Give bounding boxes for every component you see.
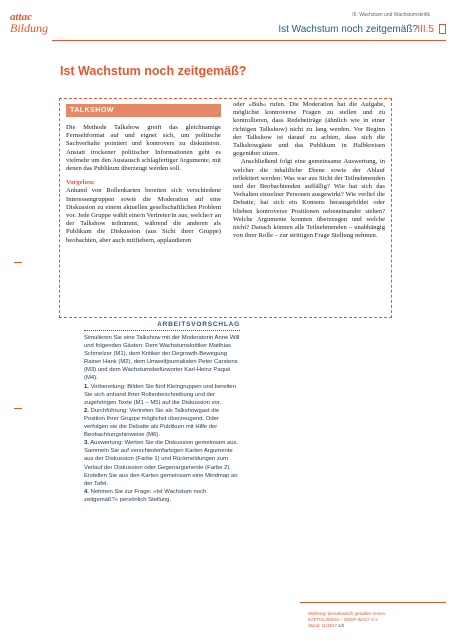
talkshow-heading: TALKSHOW [66,104,221,117]
footer-series-title: KAPITALISMUS – ODER WAS? [308,617,370,622]
footer-publisher: Wellsteig! demokratisch gestalten lernen [308,611,386,616]
margin-mark [14,408,22,409]
step-text: Auswertung: Werten Sie die Diskussion gemeinsam aus. Sammeln Sie auf verschiedenfarbigen Karten Argumente aus der Diskussion (Farbe 1) und Rückmeldungen zum Verlauf der Diskussion oder Gegenargumente (Farbe 2). Erstellen Sie aus den Karten gemeinsam eine Mindmap an der Tafel. [84,440,239,487]
talkshow-right-column [233,101,385,240]
step-item [84,439,240,488]
step-number: 2. [84,407,89,414]
talkshow-left-column [66,124,221,245]
header-rule [52,40,446,41]
step-item [84,407,240,439]
footer-date-line [308,623,428,629]
talkshow-right-paragraph-2: Anschließend folgt eine gemeinsame Auswertung, in welcher die inhaltliche Ebene sowie der Ablauf reflektiert werden: Was war aus Sicht der Teilnehmenden und der Beobachtenden auffällig? Wie hat sich das Verhalten einzelner Personen ausgewirkt? Wie verlief die Debatte, hat sich ein Konsens herausgebildet oder blieben kontroverse Positionen nebeneinander stehen? Welche Argumente konnten überzeugen und welche nicht? Danach können alle Teilnehmenden – unabhängig von ihrer Rolle – zur strittigen Frage Stellung nehmen. [233,158,385,240]
footer-rule [300,602,446,603]
header-title: Ist Wachstum noch zeitgemäß? [278,24,418,35]
attac-logo: attac [10,11,32,23]
arbeitsvorschlag-intro: Simulieren Sie eine Talkshow mit der Moderatorin Anne Will und folgenden Gästen: Dem Wachstumskritiker Matthias Schmelzer (M1), dem Kritiker der Degrowth-Bewegung Rainer Hank (M2), dem Umweltjournalisten Peter Carstens (M3) und dem Wachstumsbefürworter Karl-Heinz Paqué (M4). [84,335,240,382]
talkshow-intro: Die Methode Talkshow greift das gleichnamige Fernsehformat auf und eignet sich, um politische Sachverhalte pointiert und kontrovers zu diskutieren. Anstatt trockener politischer Informationen geht es vielmehr um den Austausch schlagfertiger Argumente, mit denen das Publikum überzeugt werden soll. [66,124,221,173]
arbeitsvorschlag-heading: ARBEITSVORSCHLAG [84,321,240,331]
arbeitsvorschlag-block [84,321,240,504]
step-item [84,383,240,407]
vorgehen-label: Vorgehen: [66,179,96,187]
footer-series [308,617,428,623]
page-title: Ist Wachstum noch zeitgemäß? [60,64,247,78]
step-text: Vorbereitung: Bilden Sie fünf Kleingruppen und bereiten Sie sich anhand Ihrer Rollenbeschreibung und der zugehörigen Texte (M1 – M5) auf die Diskussion vor. [84,383,236,406]
step-number: 4. [84,488,89,495]
arbeitsvorschlag-text [84,334,240,504]
step-item [84,488,240,504]
margin-mark [14,262,22,263]
step-number: 1. [84,383,89,390]
talkshow-right-paragraph-1: oder »Buh« rufen. Die Moderation hat die Aufgabe, möglichst kontroverse Fragen zu stellen und zu kontrollieren, dass Redebeiträge (ähnlich wie in einer richtigen Talkshow) nicht zu lang werden. Vor Beginn der Talkshow ist darauf zu achten, dass sich die Talkshowgäste und das Publikum in Halbkreisen gegenüber sitzen. [233,101,385,158]
step-number: 3. [84,440,89,447]
bildung-logo: Bildung [10,21,48,35]
footer-code: III.5 [370,617,378,622]
page-number: 1/5 [338,623,345,628]
series-title: III. Wachstum und Wachstumskritik [352,12,430,18]
chapter-code: III.5 [417,24,434,35]
step-text: Nehmen Sie zur Frage: »Ist Wachstum noch zeitgemäß?« persönlich Stellung. [84,488,207,503]
step-text: Durchführung: Vertreten Sie als Talkshowgast die Position Ihrer Gruppe möglichst überzeugend. Oder verfolgen sie die Debatte als Publikum mit Hilfe der Beobachtungshinweise (M6). [84,407,220,439]
vorgehen-text: Anhand von Rollenkarten bereiten sich verschiedene Interessengruppen sowie die Moderation auf eine Diskussion zu einem aktuellen gesellschaftlichen Problem vor. Jede Gruppe wählt eine/n Vertreter/in aus, welche/r an der Talkshow teilnimmt, während die anderen als Publikum die Diskussion (aus Sicht ihrer Gruppe) beobachten, aber auch mitfiebern, applaudieren [66,187,221,244]
page-marker-box [439,24,446,34]
footer-date: Stand: 11/2017 [308,623,337,628]
